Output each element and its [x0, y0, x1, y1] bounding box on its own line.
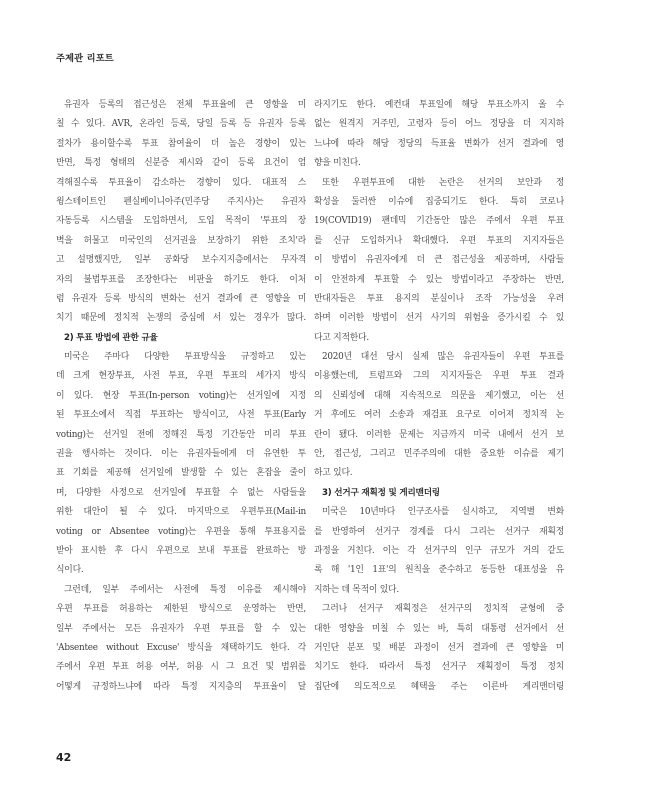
paragraph-line: 다고 지적한다. — [314, 332, 369, 343]
paragraph-line: 식이다. — [56, 565, 84, 576]
paragraph-line: 미국은 10년마다 인구조사를 실시하고, 지역별 변화 — [322, 507, 564, 518]
paragraph-line: 유권자 등록의 접근성은 전체 투표율에 큰 영향을 미 — [64, 100, 306, 110]
paragraph-line: 확성을 둘러싼 이슈에 집중되기도 한다. 특히 코로나 — [314, 196, 564, 207]
left-column — [56, 96, 306, 697]
paragraph-line: 며, 다양한 사정으로 선거일에 투표할 수 없는 사람들을 — [56, 487, 306, 498]
paragraph-line: 지하는 데 목적이 있다. — [314, 584, 399, 595]
subsection-heading: 3) 선거구 재획정 및 게리맨더링 — [322, 487, 440, 498]
paragraph-line: voting or Absentee voting)는 우편을 통해 투표용지를 — [56, 526, 306, 537]
paragraph-line: 이 방법이 유권자에게 더 큰 접근성을 제공하며, 사람들 — [314, 255, 564, 266]
paragraph-line: 이 있다. 현장 투표(In-person voting)는 선거일에 지정 — [56, 390, 306, 401]
paragraph-line: 칠 수 있다. AVR, 온라인 등록, 당일 등록 등 유권자 등록 — [56, 119, 306, 130]
paragraph-line: 느냐에 따라 해당 정당의 득표율 변화가 선거 결과에 영 — [314, 138, 564, 149]
paragraph-line: 럼 유권자 등록 방식의 변화는 선거 결과에 큰 영향을 미 — [56, 293, 306, 304]
paragraph-line: 일부 주에서는 모든 유권자가 우편 투표를 할 수 있는 — [56, 623, 306, 634]
paragraph-line: 데 크게 현장투표, 사전 투표, 우편 투표의 세가지 방식 — [56, 371, 306, 382]
paragraph-line: 이 안전하게 투표할 수 있는 방법이라고 주장하는 반면, — [314, 274, 564, 285]
paragraph-line: 주에서 우편 투표 허용 여부, 허용 시 그 요건 및 범위를 — [56, 662, 306, 673]
paragraph-line: 를 신규 도입하거나 확대했다. 우편 투표의 지지자들은 — [314, 235, 564, 246]
paragraph-line: 'Absentee without Excuse' 방식을 채택하기도 한다. 각 — [56, 642, 306, 653]
paragraph-line: 를 반영하여 선거구 경계를 다시 그리는 선거구 재획정 — [314, 526, 564, 537]
paragraph-line: 고 설명했지만, 일부 공화당 보수지지층에서는 무자격 — [56, 255, 306, 266]
paragraph-line: 치기도 한다. 따라서 특정 선거구 재획정이 특정 정치 — [314, 662, 564, 673]
paragraph-line: 의 신뢰성에 대해 지속적으로 의문을 제기했고, 이는 선 — [314, 390, 564, 401]
paragraph-line: 그런데, 일부 주에서는 사전에 특정 이유를 제시해야 — [64, 584, 306, 595]
paragraph-line: 자동등록 시스템을 도입하면서, 도입 목적이 '투표의 장 — [56, 216, 306, 227]
paragraph-line: 란이 됐다. 이러한 문제는 지금까지 미국 내에서 선거 보 — [314, 429, 564, 440]
paragraph-line: 격해질수록 투표율이 감소하는 경향이 있다. 대표적 스 — [56, 177, 306, 188]
paragraph-line: 향을 미친다. — [314, 158, 361, 169]
paragraph-line: 또한 우편투표에 대한 논란은 선거의 보안과 정 — [322, 177, 564, 188]
paragraph-line: 받아 표시한 후 다시 우편으로 보내 투표를 완료하는 방 — [56, 545, 306, 556]
paragraph-line: 위한 대안이 될 수 있다. 마지막으로 우편투표(Mail-in — [56, 507, 306, 518]
paragraph-line: 하고 있다. — [314, 468, 353, 479]
paragraph-line: 대한 영향을 미칠 수 있는 바, 특히 대통령 선거에서 선 — [314, 623, 564, 634]
paragraph-line: 안, 접근성, 그리고 민주주의에 대한 중요한 이슈를 제기 — [314, 449, 564, 460]
section-title: 주제관 리포트 — [56, 53, 114, 64]
paragraph-line: 미국은 주마다 다양한 투표방식을 규정하고 있는 — [64, 352, 306, 363]
right-column — [314, 96, 564, 697]
paragraph-line: 권을 행사하는 것이다. 이는 유권자들에게 더 유연한 투 — [56, 449, 306, 460]
paragraph-line: 치기 때문에 정치적 논쟁의 중심에 서 있는 경우가 많다. — [56, 313, 306, 324]
paragraph-line: 반면, 특정 형태의 신분증 제시와 같이 등록 요건이 엄 — [56, 158, 306, 169]
paragraph-line: 윙스테이트인 펜실베이니아주(민주당 주지사)는 유권자 — [56, 196, 306, 207]
page-number: 42 — [56, 751, 72, 764]
paragraph-line: 과정을 거친다. 이는 각 선거구의 인구 규모가 거의 같도 — [314, 545, 564, 556]
paragraph-line: 우편 투표를 허용하는 제한된 방식으로 운영하는 반면, — [56, 604, 306, 615]
paragraph-line: 록 해 '1인 1표'의 원칙을 준수하고 동등한 대표성을 유 — [314, 565, 564, 576]
paragraph-line: 그러나 선거구 재획정은 선거구의 정치적 균형에 중 — [322, 604, 564, 615]
paragraph-line: 2020년 대선 당시 실제 많은 유권자들이 우편 투표를 — [322, 352, 564, 363]
paragraph-line: 집단에 의도적으로 혜택을 주는 이른바 게리맨더링 — [314, 681, 564, 692]
paragraph-line: 거인단 분포 및 배분 과정이 선거 결과에 큰 영향을 미 — [314, 642, 564, 653]
paragraph-line: 반대자들은 투표 용지의 분실이나 조작 가능성을 우려 — [314, 293, 564, 304]
paragraph-line: 없는 원격지 거주민, 고령자 등이 어느 정당을 더 지지하 — [314, 119, 564, 130]
paragraph-line: 하며 이러한 방법이 선거 사기의 위험을 증가시킬 수 있 — [314, 313, 564, 324]
paragraph-line: 라지기도 한다. 예컨대 투표일에 해당 투표소까지 올 수 — [314, 100, 564, 110]
paragraph-line: 벽을 허물고 미국인의 선거권을 보장하기 위한 조치'라 — [56, 235, 306, 246]
paragraph-line: 절차가 용이할수록 투표 참여율이 더 높은 경향이 있는 — [56, 138, 306, 149]
paragraph-line: 어떻게 규정하느냐에 따라 특정 지지층의 투표율이 달 — [56, 681, 306, 692]
paragraph-line: 19(COVID19) 팬데믹 기간동안 많은 주에서 우편 투표 — [314, 216, 564, 227]
subsection-heading: 2) 투표 방법에 관한 규율 — [64, 332, 158, 343]
paragraph-line: voting)는 선거일 전에 정해진 특정 기간동안 미리 투표 — [56, 429, 306, 440]
paragraph-line: 된 투표소에서 직접 투표하는 방식이고, 사전 투표(Early — [56, 410, 306, 421]
paragraph-line: 표 기회를 제공해 선거일에 발생할 수 있는 혼잡을 줄이 — [56, 468, 306, 479]
paragraph-line: 거 후에도 여러 소송과 재검표 요구로 이어져 정치적 논 — [314, 410, 564, 421]
paragraph-line: 이용했는데, 트럼프와 그의 지지자들은 우편 투표 결과 — [314, 371, 564, 382]
paragraph-line: 자의 불법투표를 조장한다는 비판을 하기도 한다. 이처 — [56, 274, 306, 285]
